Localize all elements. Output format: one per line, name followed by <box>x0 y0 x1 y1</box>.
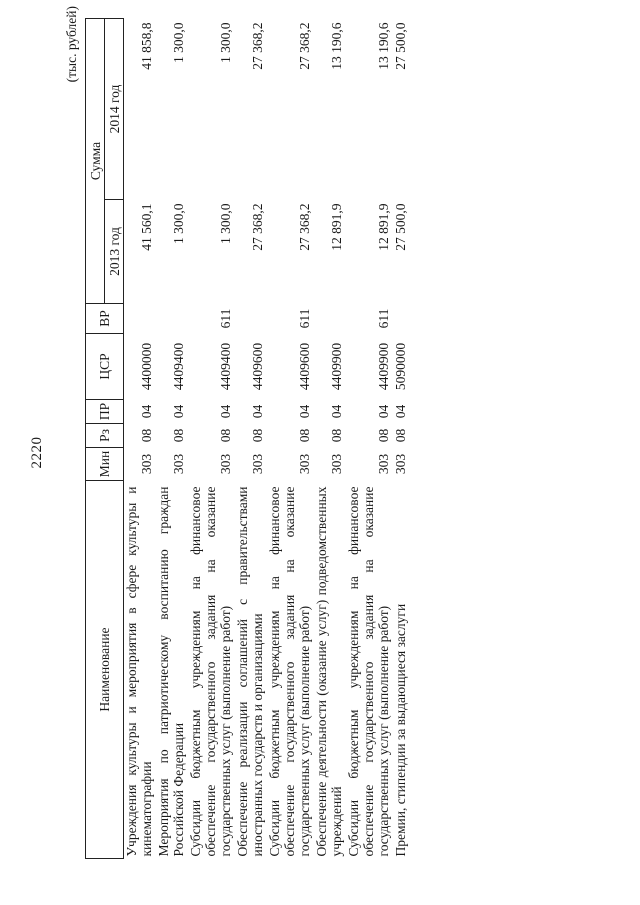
header-year-2014: 2014 год <box>105 18 124 199</box>
row-csr: 5090000 <box>393 342 408 391</box>
row-vr: 611 <box>218 308 233 329</box>
row-csr: 4409600 <box>297 342 312 391</box>
row-min: 303 <box>171 453 186 475</box>
row-rz: 08 <box>250 428 265 443</box>
row-name: Учреждения культуры и мероприятия в сфере культуры и кинематографии <box>124 486 154 857</box>
row-sum-2014: 41 858,8 <box>139 22 154 70</box>
header-sum: Сумма <box>86 18 105 303</box>
row-rz: 08 <box>329 428 344 443</box>
row-pr: 04 <box>376 404 391 419</box>
row-min: 303 <box>393 453 408 475</box>
table-row <box>393 18 410 858</box>
row-sum-2013: 27 368,2 <box>250 203 265 251</box>
row-vr: 611 <box>297 308 312 329</box>
header-vr: ВР <box>86 304 124 334</box>
row-vr: 611 <box>376 308 391 329</box>
row-sum-2014: 13 190,6 <box>329 22 344 70</box>
row-name: Субсидии бюджетным учреждениям на финансовое обеспечение государственного задания на оказание государственных услуг (выполнение работ) <box>267 486 312 857</box>
row-min: 303 <box>297 453 312 475</box>
row-name: Обеспечение реализации соглашений с правительствами иностранных государств и организациями <box>235 486 265 857</box>
row-sum-2013: 27 500,0 <box>393 203 408 251</box>
row-vr <box>124 304 157 334</box>
row-sum-2013: 12 891,9 <box>376 203 391 251</box>
row-sum-2013: 1 300,0 <box>218 203 233 244</box>
row-sum-2014: 13 190,6 <box>376 22 391 70</box>
row-rz: 08 <box>139 428 154 443</box>
page-number: 2220 <box>29 436 45 469</box>
row-rz: 08 <box>393 428 408 443</box>
header-rz: Рз <box>86 424 124 448</box>
row-vr <box>393 304 410 334</box>
table-row <box>235 18 267 858</box>
row-pr: 04 <box>218 404 233 419</box>
row-name: Субсидии бюджетным учреждениям на финансовое обеспечение государственного задания на оказание государственных услуг (выполнение работ) <box>188 486 233 857</box>
table-row <box>124 18 157 858</box>
row-sum-2014: 27 368,2 <box>250 22 265 70</box>
row-sum-2014: 27 500,0 <box>393 22 408 70</box>
row-csr: 4409400 <box>218 342 233 391</box>
row-rz: 08 <box>171 428 186 443</box>
row-pr: 04 <box>250 404 265 419</box>
header-name: Наименование <box>86 481 124 859</box>
row-pr: 04 <box>139 404 154 419</box>
header-csr: ЦСР <box>86 334 124 400</box>
row-csr: 4400000 <box>139 342 154 391</box>
units-note: (тыс. рублей) <box>64 6 79 83</box>
row-vr <box>314 304 346 334</box>
row-csr: 4409400 <box>171 342 186 391</box>
header-pr: ПР <box>86 400 124 424</box>
row-name: Обеспечение деятельности (оказание услуг) подведомственных учреждений <box>314 486 344 857</box>
budget-table <box>85 18 410 859</box>
header-year-2013: 2013 год <box>105 200 124 304</box>
table-row <box>156 18 188 858</box>
row-name: Мероприятия по патриотическому воспитанию граждан Российской Федерации <box>156 486 186 857</box>
row-vr <box>235 304 267 334</box>
row-sum-2013: 41 560,1 <box>139 203 154 251</box>
table-row <box>346 18 393 858</box>
row-sum-2013: 1 300,0 <box>171 203 186 244</box>
row-sum-2013: 27 368,2 <box>297 203 312 251</box>
row-pr: 04 <box>329 404 344 419</box>
table-row <box>267 18 314 858</box>
row-sum-2014: 27 368,2 <box>297 22 312 70</box>
row-name: Премии, стипендии за выдающиеся заслуги <box>393 603 408 857</box>
row-min: 303 <box>139 453 154 475</box>
row-min: 303 <box>376 453 391 475</box>
row-pr: 04 <box>393 404 408 419</box>
table-header <box>86 18 124 858</box>
row-min: 303 <box>218 453 233 475</box>
row-min: 303 <box>329 453 344 475</box>
row-min: 303 <box>250 453 265 475</box>
row-pr: 04 <box>171 404 186 419</box>
row-vr <box>156 304 188 334</box>
table-body <box>124 18 411 858</box>
row-sum-2014: 1 300,0 <box>171 22 186 63</box>
row-sum-2014: 1 300,0 <box>218 22 233 63</box>
row-csr: 4409600 <box>250 342 265 391</box>
table-row <box>188 18 235 858</box>
header-min: Мин <box>86 448 124 481</box>
row-rz: 08 <box>376 428 391 443</box>
row-name: Субсидии бюджетным учреждениям на финансовое обеспечение государственного задания на оказание государственных услуг (выполнение работ) <box>346 486 391 857</box>
row-rz: 08 <box>218 428 233 443</box>
row-sum-2013: 12 891,9 <box>329 203 344 251</box>
row-rz: 08 <box>297 428 312 443</box>
row-csr: 4409900 <box>376 342 391 391</box>
table-row <box>314 18 346 858</box>
row-pr: 04 <box>297 404 312 419</box>
row-csr: 4409900 <box>329 342 344 391</box>
